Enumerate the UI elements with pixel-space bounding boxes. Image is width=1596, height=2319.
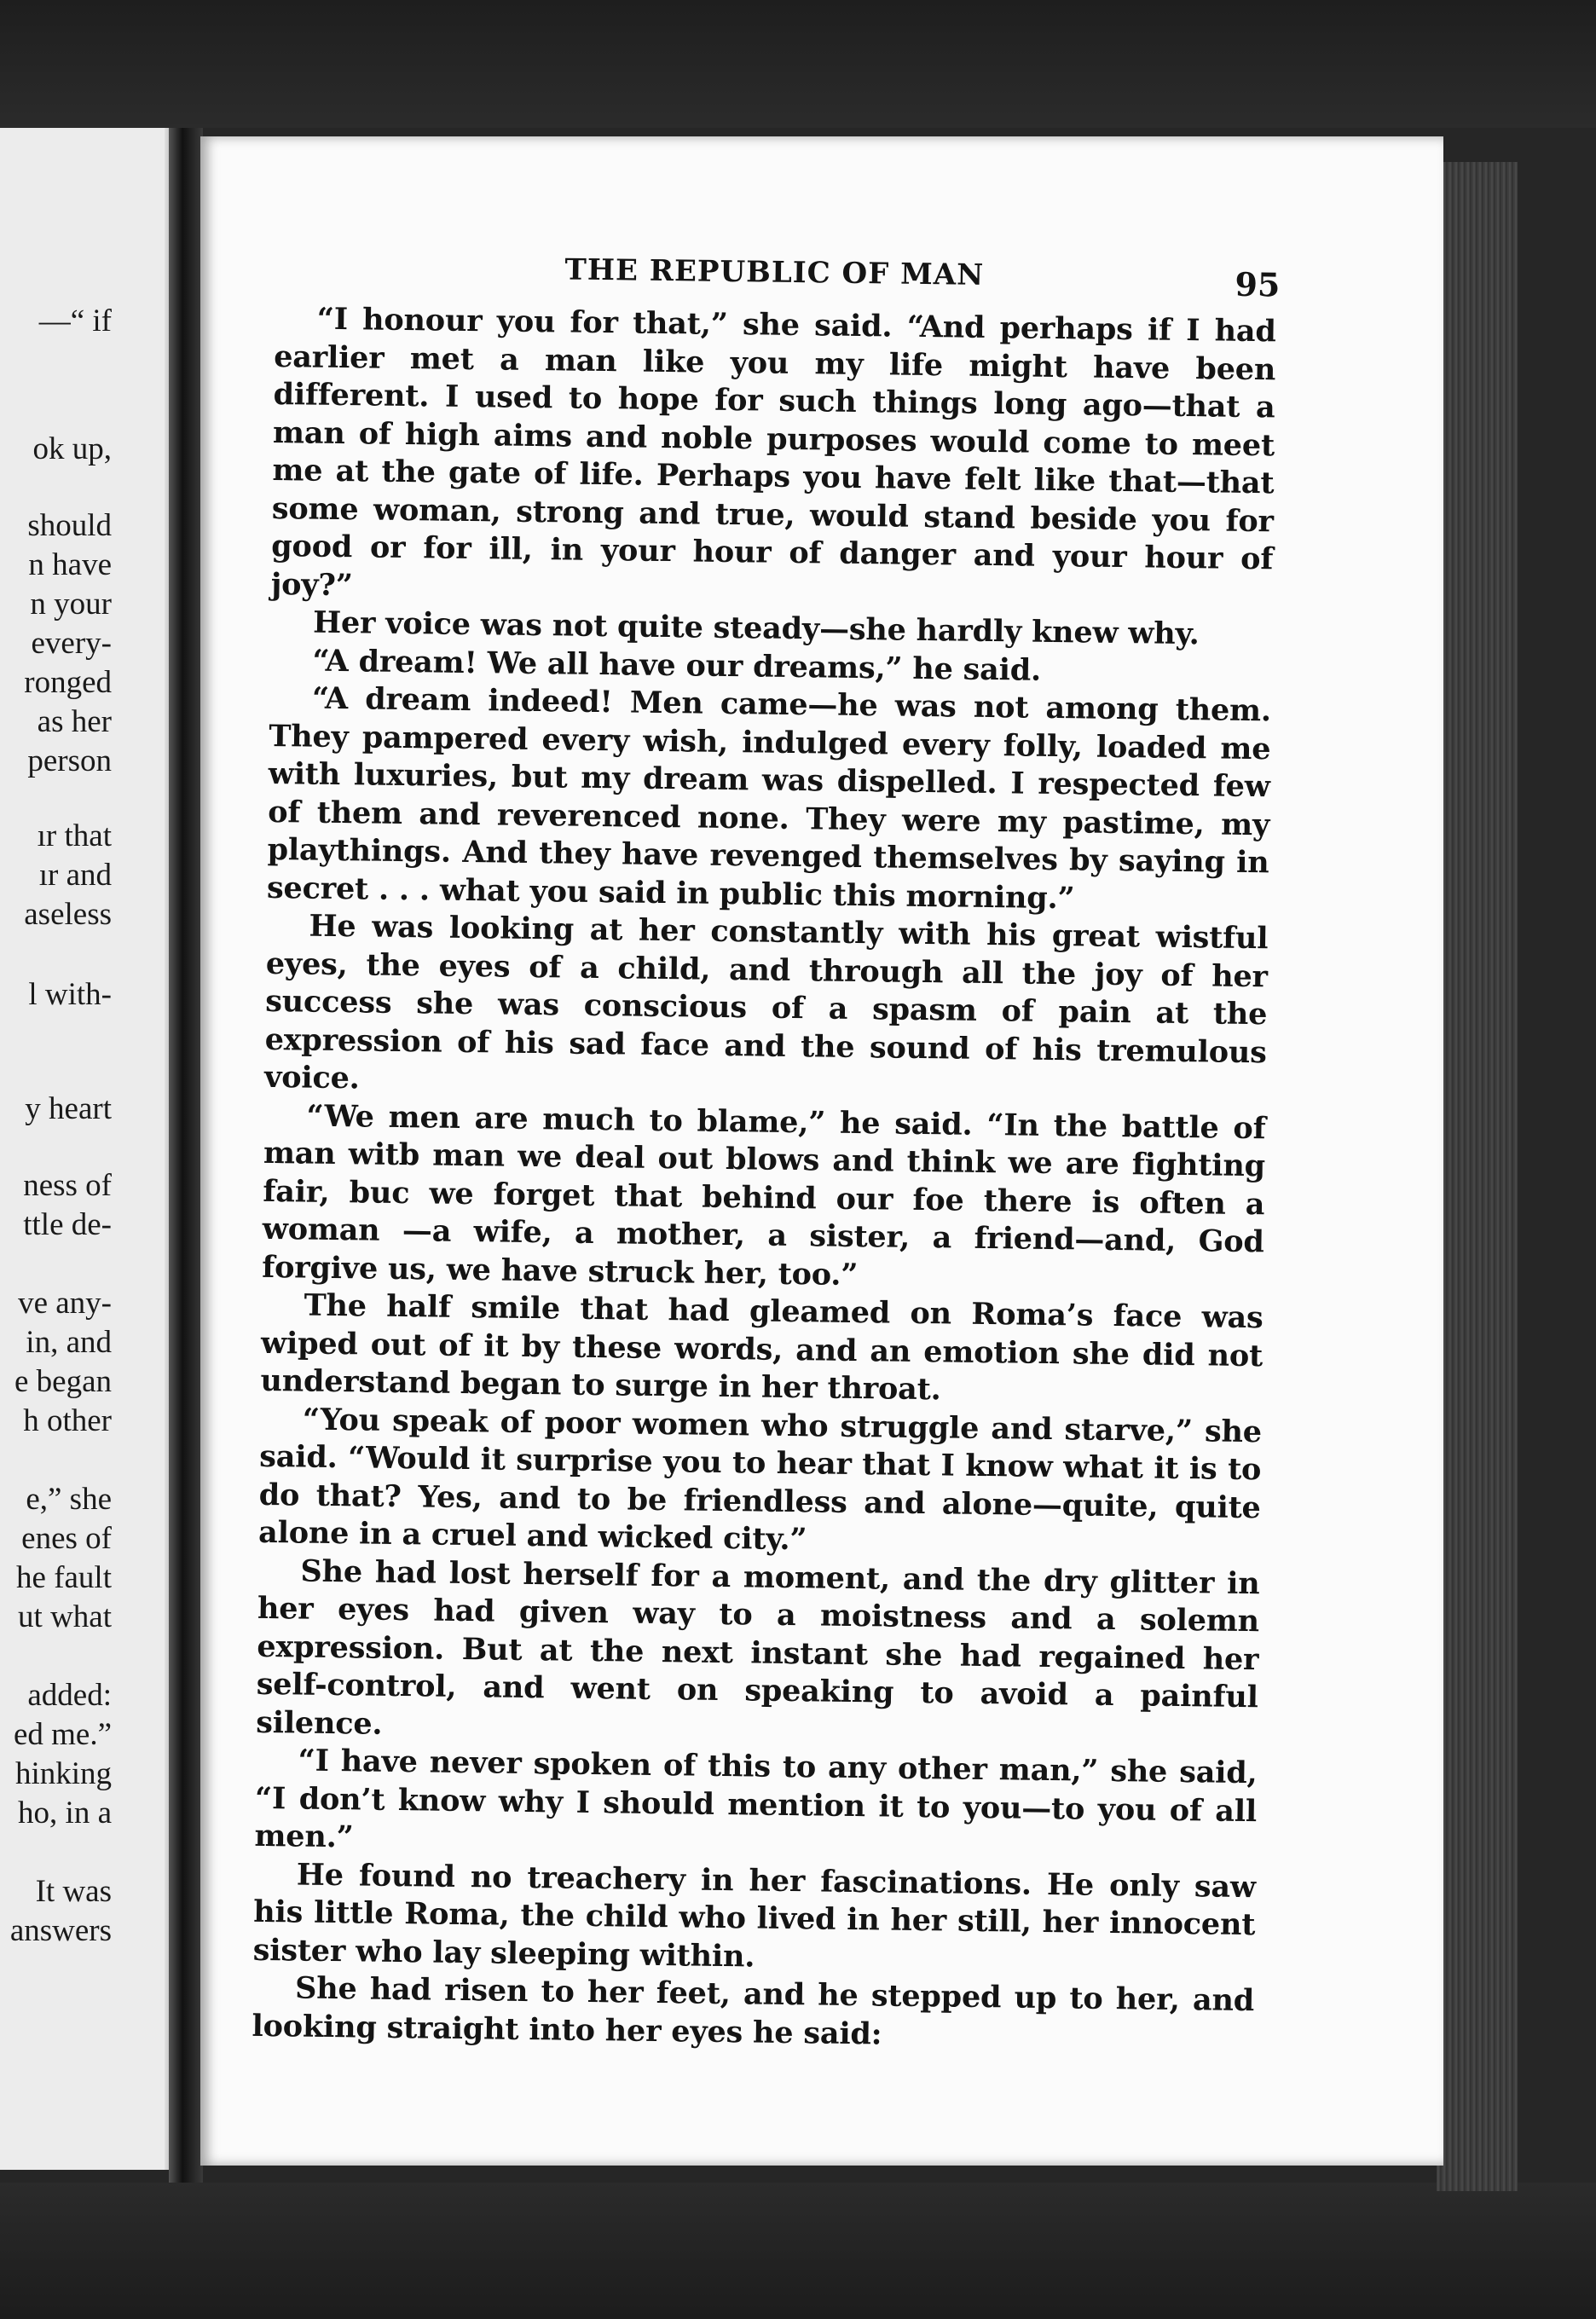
facing-page-line: h other [23,1403,112,1438]
paragraph: “A dream! We all have our dreams,” he said. [312,643,1042,688]
facing-page-line: added: [27,1678,112,1713]
facing-page-line: ness of [23,1168,112,1203]
facing-page-line: l with- [28,977,112,1012]
facing-page [0,128,183,2170]
facing-page-line: y heart [25,1091,112,1126]
paragraph: He found no treachery in her fascinations. He only saw his little Roma, the child who lived in her still, her innocent sister who lay sleeping within. [252,1856,1257,1975]
facing-page-line: ır and [38,858,112,893]
facing-page-line: in, and [26,1325,112,1360]
facing-page-line: person [27,743,112,778]
facing-page-line: ttle de- [23,1207,112,1242]
facing-page-line: n your [30,587,112,622]
dark-backdrop-top [0,0,1596,128]
facing-page-line: every- [31,626,112,661]
page-edges [1437,162,1518,2191]
paragraph: She had lost herself for a moment, and the dry glitter in her eyes had given way to a moistness and a solemn expression. But at the next instant she had regained her self-control, and went on speaking to avoid a painful silence. [255,1553,1260,1742]
facing-page-line: It was [35,1874,112,1909]
facing-page-line: ed me.” [13,1717,112,1752]
facing-page-line: enes of [21,1521,112,1556]
facing-page-line: n have [28,547,112,582]
paragraph: “I honour you for that,” she said. “And perhaps if I had earlier met a man like you my life might have been different. I used to hope for such things long ago—that a man of high aims and noble purposes would come to meet me at the gate of life. Perhaps you have felt like that—that some woman, strong and true, would stand beside you for good or for ill, in your hour of danger and your hour of joy?” [270,301,1276,603]
paragraph: Her voice was not quite steady—she hardly knew why. [312,604,1200,652]
paragraph: He was looking at her constantly with his great wistful eyes, the eyes of a child, and through all the joy of her success she was conscious of a spasm of pain at the expression of his sad face and the sound of his tremulous voice. [263,908,1269,1096]
book-page [200,136,1443,2166]
paragraph: “I have never spoken of this to any other man,” she said, “I don’t know why I should mention it to you—to you of all men.” [254,1743,1258,1855]
facing-page-line: he fault [16,1560,112,1595]
facing-page-line: should [27,508,112,543]
facing-page-line: as her [37,704,112,739]
facing-page-line: ut what [18,1599,112,1634]
book-spine [169,128,203,2183]
paragraph: The half smile that had gleamed on Roma’s face was wiped out of it by these words, and an emotion she did not understand began to surge in her throat. [260,1287,1264,1408]
facing-page-line: ho, in a [18,1796,112,1830]
facing-page-line: answers [9,1913,112,1948]
page-number: 95 [1235,264,1281,304]
facing-page-line: ır that [37,818,112,853]
paragraph: She had risen to her feet, and he stepped up to her, and looking straight into her eyes he said: [252,1970,1255,2051]
facing-page-line: aseless [24,897,112,932]
facing-page-line: hinking [14,1756,112,1791]
facing-page-line: e,” she [26,1482,112,1517]
running-head-title: THE REPUBLIC OF MAN [564,252,985,292]
paragraph: “You speak of poor women who struggle and starve,” she said. “Would it surprise you to hear that I know what it is to do that? Yes, and to be friendless and alone—quite, quite alone in a cruel and wicked city.” [257,1402,1263,1558]
facing-page-line: ronged [24,665,112,700]
facing-page-line: —“ if [38,304,112,338]
paragraph: “We men are much to blame,” he said. “In the battle of man witb man we deal out blows and think we are fighting fair, buc we forget that behind our foe there is often a woman —a wife, a mother, a sister, a friend—and, God forgive us, we have struck her, too.” [261,1098,1266,1293]
paragraph: “A dream indeed! Men came—he was not among them. They pampered every wish, indulged every folly, loaded me with luxuries, but my dream was dispelled. I respected few of them and reverenced none. They were my pastime, my playthings. And they have revenged themselves by saying in secret . . . what you said in public this morning.” [266,680,1272,916]
page-content [252,240,1281,2058]
dark-backdrop-bottom [0,2183,1596,2319]
facing-page-line: ve any- [18,1286,112,1321]
facing-page-line: ok up, [32,431,112,466]
facing-page-line: e began [14,1364,112,1399]
